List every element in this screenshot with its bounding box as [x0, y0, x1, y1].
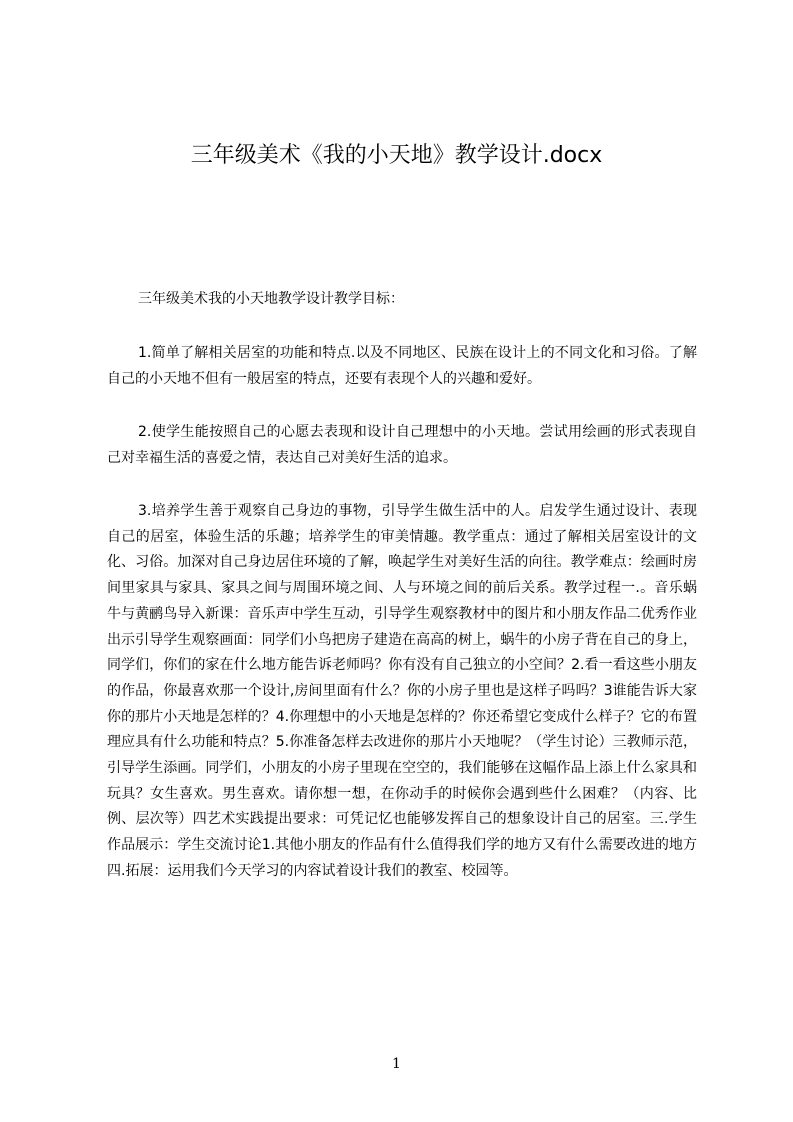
intro-line: 三年级美术我的小天地教学设计教学目标： [138, 291, 404, 307]
page-title: 三年级美术《我的小天地》教学设计.docx [190, 143, 603, 168]
paragraph-objective-2: 2.使学生能按照自己的心愿去表现和设计自己理想中的小天地。尝试用绘画的形式表现自己对幸福生活的喜爱之情，表达自己对美好生活的追求。 [107, 424, 697, 466]
paragraph-objective-1: 1.简单了解相关居室的功能和特点.以及不同地区、民族在设计上的不同文化和习俗。了解自己的小天地不但有一般居室的特点，还要有表现个人的兴趣和爱好。 [107, 345, 697, 387]
page-number: 1 [392, 1056, 401, 1072]
paragraph-objective-3: 3.培养学生善于观察自己身边的事物，引导学生做生活中的人。启发学生通过设计、表现自己的居室，体验生活的乐趣；培养学生的审美情趣。教学重点：通过了解相关居室设计的文化、习俗。加深对自己身边居住环境的了解，唤起学生对美好生活的向往。教学难点：绘画时房间里家具与家具、家具之间与周围环境之间、人与环境之间的前后关系。教学过程一.。音乐蜗牛与黄鹂鸟导入新课：音乐声中学生互动，引导学生观察教材中的图片和小朋友作品二优秀作业出示引导学生观察画面：同学们小鸟把房子建造在高高的树上，蜗牛的小房子背在自己的身上，同学们，你们的家在什么地方能告诉老师吗？你有没有自己独立的小空间？2.看一看这些小朋友的作品，你最喜欢那一个设计,房间里面有什么？你的小房子里也是这样子吗吗？3谁能告诉大家你的那片小天地是怎样的？4.你理想中的小天地是怎样的？你还希望它变成什么样子？它的布置理应具有什么功能和特点？5.你准备怎样去改进你的那片小天地呢？（学生讨论）三教师示范，引导学生添画。同学们，小朋友的小房子里现在空空的，我们能够在这幅作品上添上什么家具和玩具？女生喜欢。男生喜欢。请你想一想，在你动手的时候你会遇到些什么困难？（内容、比例、层次等）四艺术实践提出要求：可凭记忆也能够发挥自己的想象设计自己的居室。三.学生作品展示：学生交流讨论1.其他小朋友的作品有什么值得我们学的地方又有什么需要改进的地方四.拓展：运用我们今天学习的内容试着设计我们的教室、校园等。 [107, 503, 697, 879]
